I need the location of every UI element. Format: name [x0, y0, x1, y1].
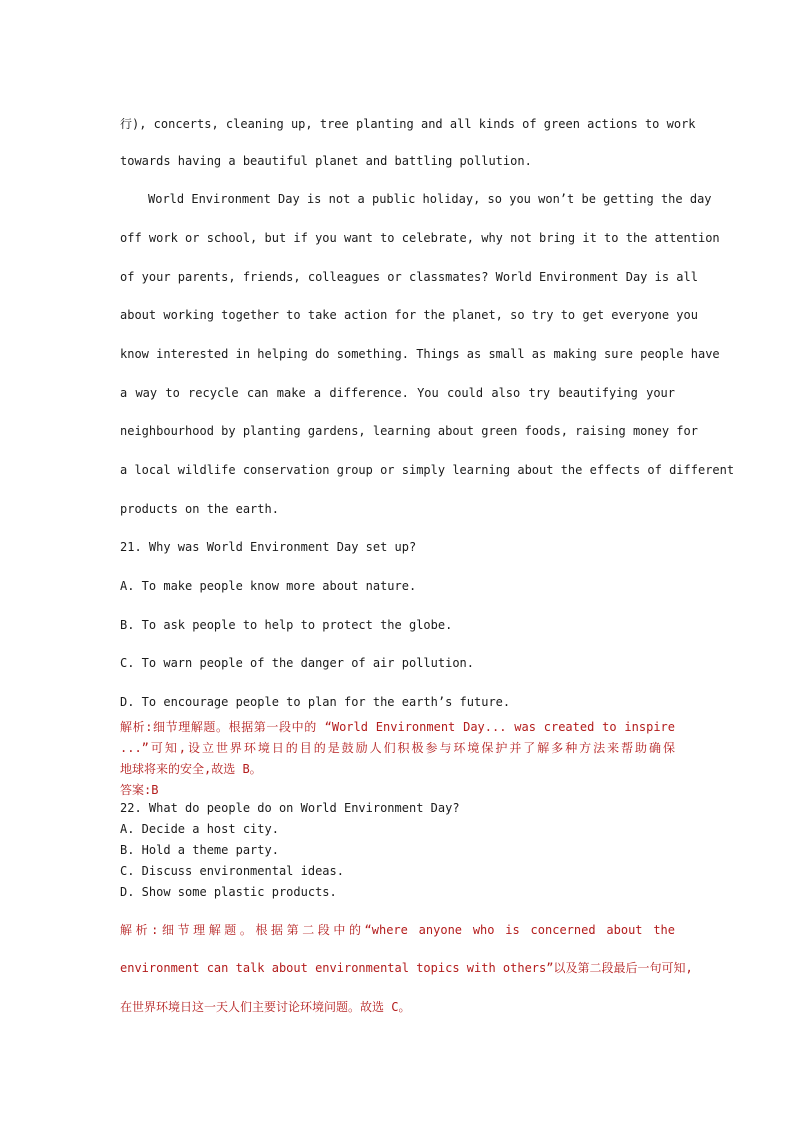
q22-analysis-line: environment can talk about environmental topics with others”以及第二段最后一句可知,	[120, 961, 693, 975]
question-22: 22. What do people do on World Environment Day?	[120, 801, 460, 815]
q21-option-b: B. To ask people to help to protect the globe.	[120, 618, 453, 632]
q22-analysis-line: 解析:细节理解题。根据第二段中的“where anyone who is concerned about the	[120, 923, 675, 937]
passage-line: products on the earth.	[120, 502, 279, 516]
q21-analysis-line: 地球将来的安全,故选 B。	[120, 762, 262, 776]
passage-line: off work or school, but if you want to celebrate, why not bring it to the attention	[120, 231, 720, 245]
passage-line: 行), concerts, cleaning up, tree planting and all kinds of green actions to work	[120, 117, 696, 131]
q22-option-a: A. Decide a host city.	[120, 822, 279, 836]
passage-line: neighbourhood by planting gardens, learning about green foods, raising money for	[120, 424, 698, 438]
q21-option-a: A. To make people know more about nature.	[120, 579, 417, 593]
passage-line: a way to recycle can make a difference. You could also try beautifying your	[120, 386, 675, 400]
answer-value: B	[151, 783, 159, 797]
q21-option-d: D. To encourage people to plan for the earth’s future.	[120, 695, 511, 709]
q22-option-b: B. Hold a theme party.	[120, 843, 279, 857]
q21-answer	[120, 781, 675, 798]
passage-line: about working together to take action for the planet, so try to get everyone you	[120, 308, 698, 322]
answer-label: 答案:	[120, 783, 152, 797]
q22-analysis-line: 在世界环境日这一天人们主要讨论环境问题。故选 C。	[120, 1000, 411, 1014]
passage-line: World Environment Day is not a public holiday, so you won’t be getting the day	[148, 192, 712, 206]
passage-line: towards having a beautiful planet and battling pollution.	[120, 154, 532, 168]
passage-line: of your parents, friends, colleagues or classmates? World Environment Day is all	[120, 270, 698, 284]
passage-line: a local wildlife conservation group or simply learning about the effects of different	[120, 463, 735, 477]
q21-analysis-line: ...”可知,设立世界环境日的目的是鼓励人们积极参与环境保护并了解多种方法来帮助确保	[120, 741, 675, 755]
question-21: 21. Why was World Environment Day set up?	[120, 540, 417, 554]
q21-option-c: C. To warn people of the danger of air pollution.	[120, 656, 475, 670]
q22-option-d: D. Show some plastic products.	[120, 885, 337, 899]
passage-line: know interested in helping do something. Things as small as making sure people have	[120, 347, 720, 361]
q21-analysis-line: 解析:细节理解题。根据第一段中的 “World Environment Day... was created to inspire	[120, 720, 675, 734]
q22-option-c: C. Discuss environmental ideas.	[120, 864, 344, 878]
